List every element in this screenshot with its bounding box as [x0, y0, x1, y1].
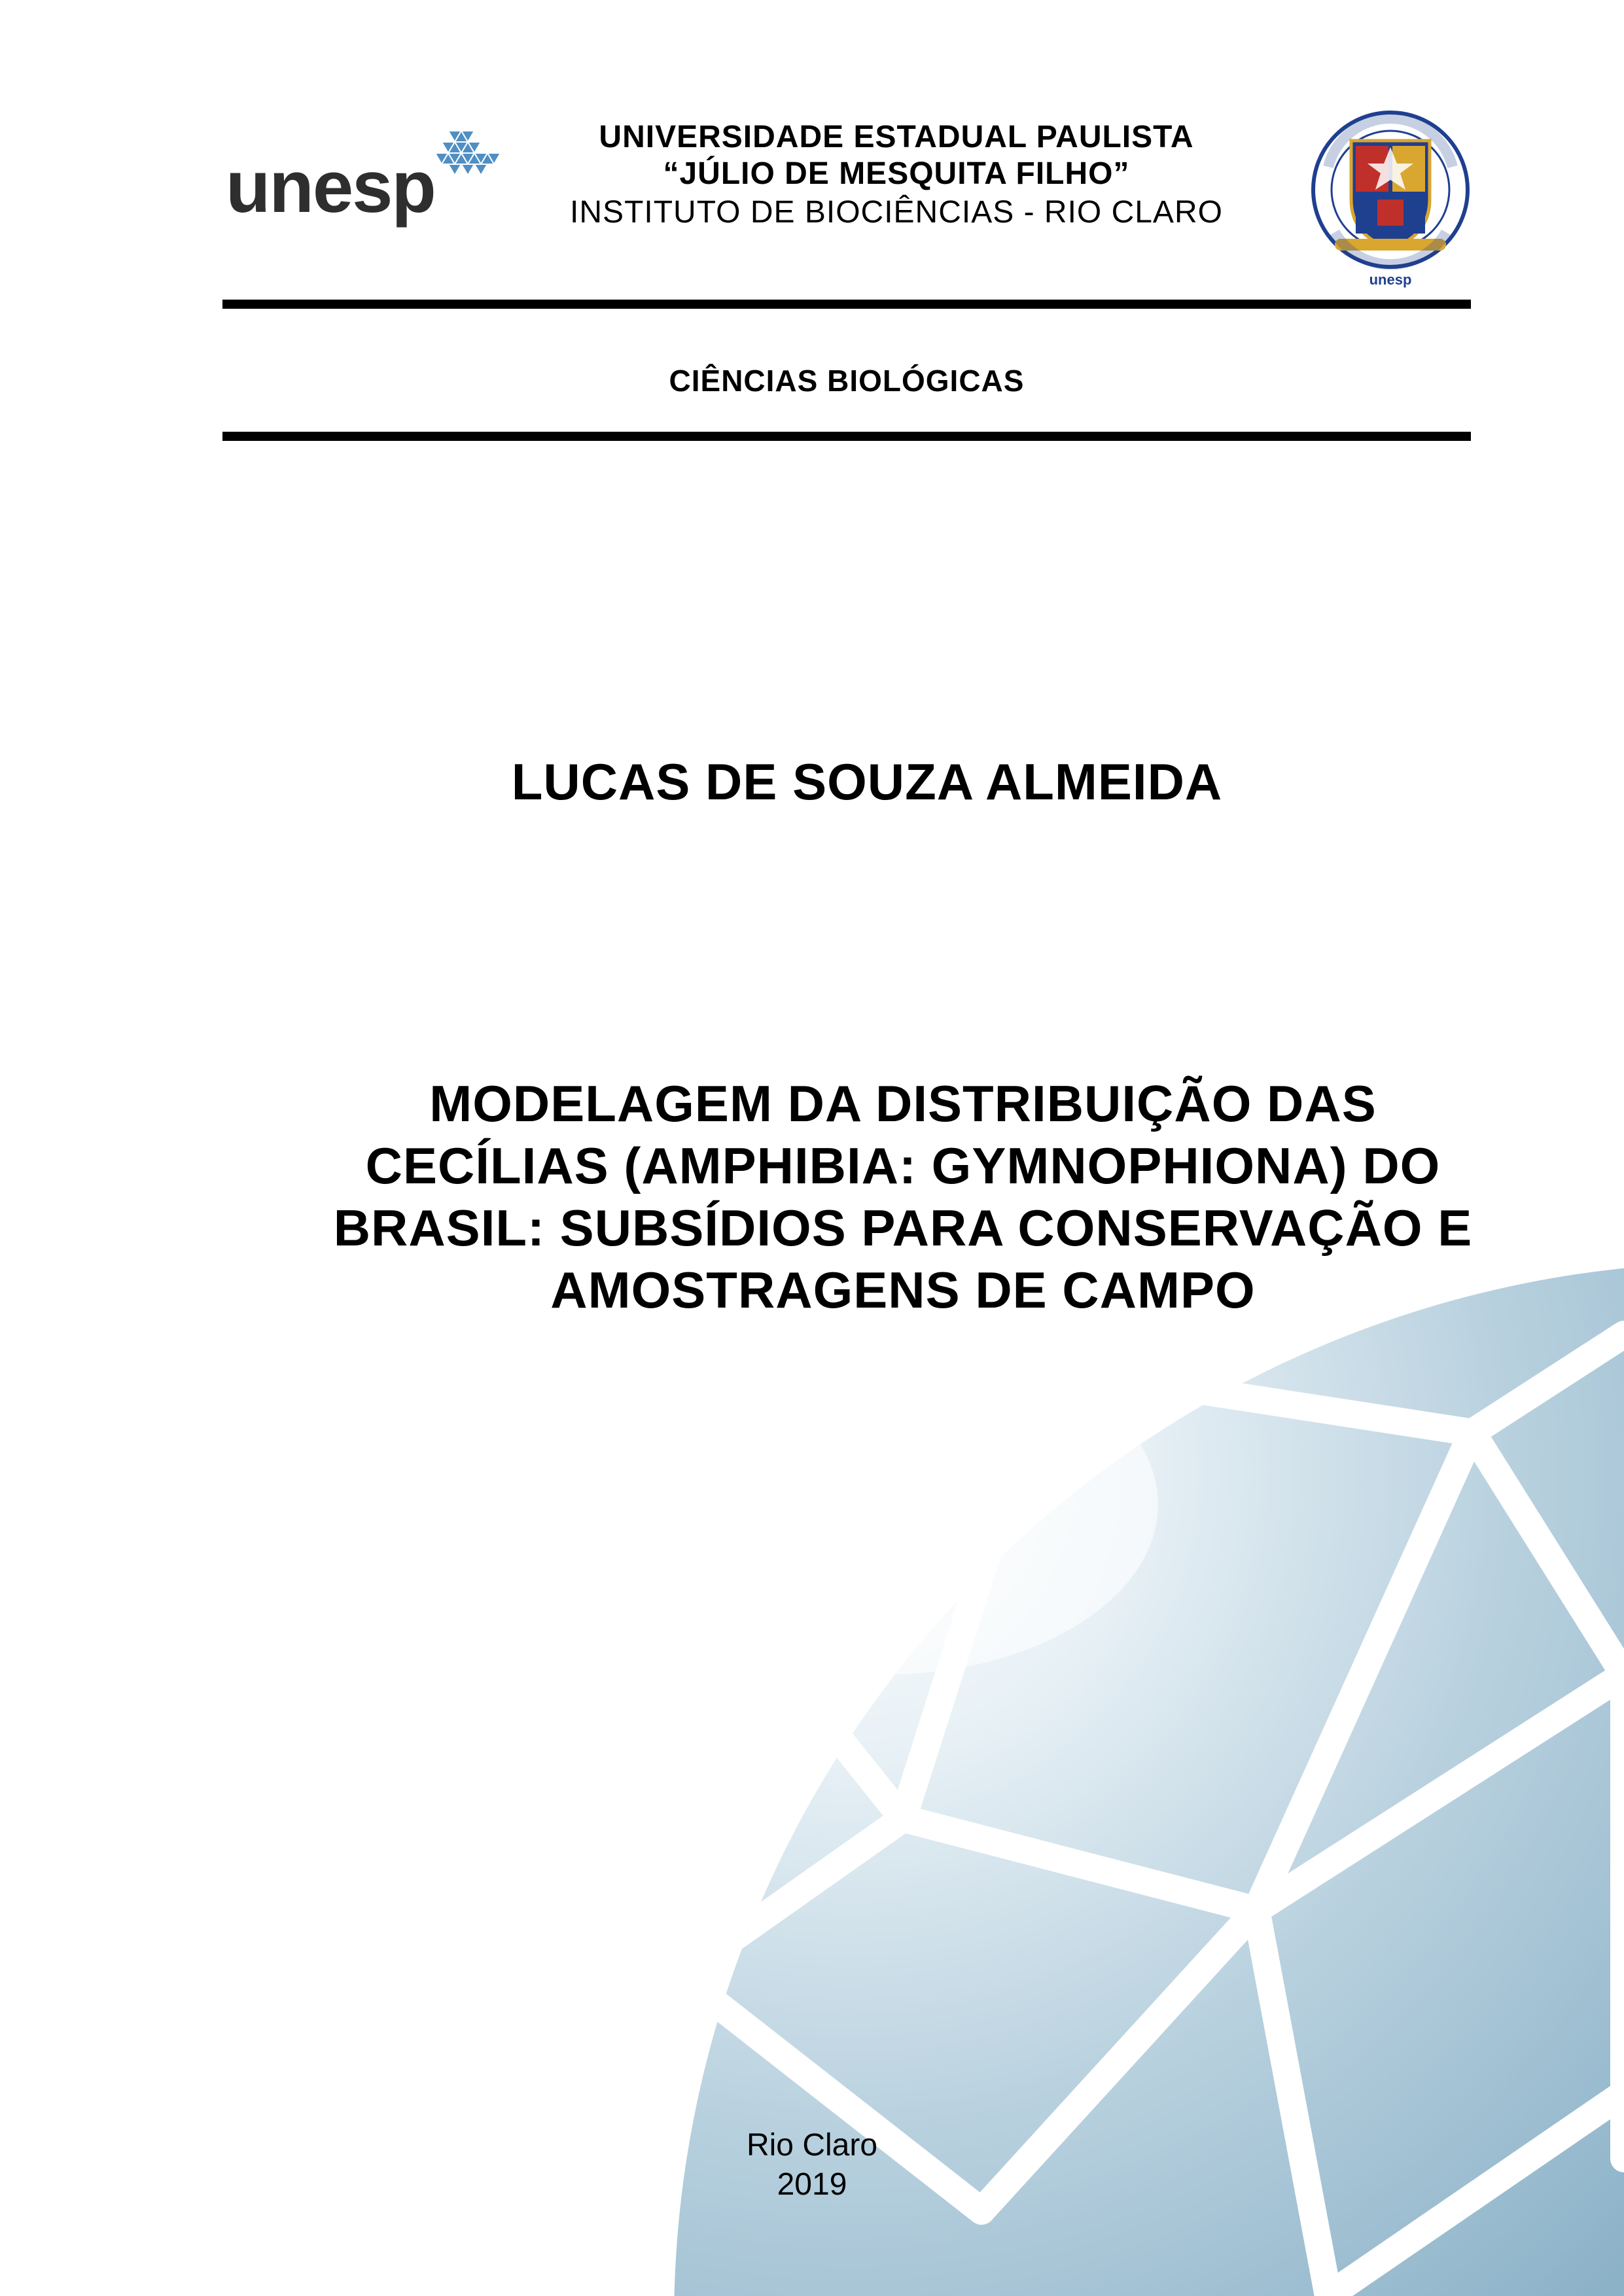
thesis-title-line: AMOSTRAGENS DE CAMPO — [550, 1261, 1256, 1319]
unesp-logo — [226, 128, 507, 232]
footer-year: 2019 — [777, 2167, 847, 2202]
thesis-title — [262, 1073, 1544, 1321]
author-name: LUCAS DE SOUZA ALMEIDA — [511, 753, 1223, 810]
institute-name: INSTITUTO DE BIOCIÊNCIAS - RIO CLARO — [570, 195, 1223, 230]
thesis-title-line: CECÍLIAS (AMPHIBIA: GYMNOPHIONA) DO — [365, 1137, 1441, 1194]
unesp-logo-text: unesp — [226, 146, 435, 228]
header-divider-bottom — [222, 432, 1471, 441]
university-name: UNIVERSIDADE ESTADUAL PAULISTA — [599, 120, 1194, 154]
course-name: CIÊNCIAS BIOLÓGICAS — [669, 364, 1025, 398]
institution-header — [497, 119, 1296, 233]
thesis-title-line: BRASIL: SUBSÍDIOS PARA CONSERVAÇÃO E — [333, 1199, 1473, 1257]
seal-brand: unesp — [1369, 271, 1412, 288]
footer-city: Rio Claro — [746, 2128, 878, 2163]
cover-footer — [0, 2126, 1624, 2204]
header-divider-top — [222, 300, 1471, 309]
university-subname: “JÚLIO DE MESQUITA FILHO” — [663, 156, 1130, 191]
institute-seal-icon — [1309, 101, 1472, 291]
unesp-logo-icon — [422, 128, 507, 193]
thesis-title-line: MODELAGEM DA DISTRIBUIÇÃO DAS — [429, 1075, 1377, 1132]
